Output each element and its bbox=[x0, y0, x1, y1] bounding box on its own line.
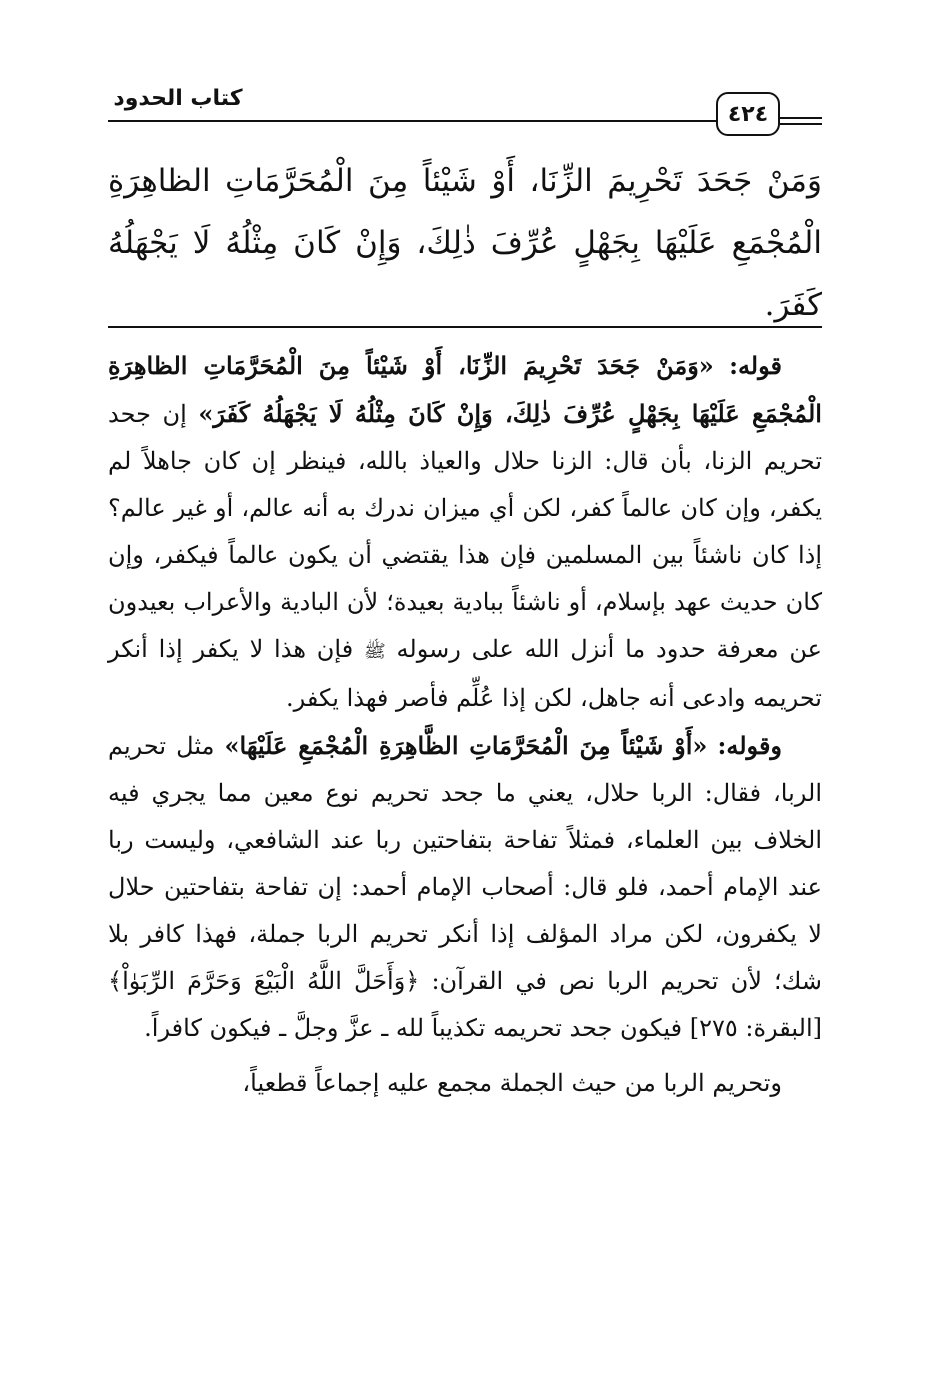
section-divider bbox=[108, 326, 822, 328]
paragraph-body: وتحريم الربا من حيث الجملة مجمع عليه إجماعاً قطعياً، bbox=[242, 1069, 782, 1097]
header-double-rule-top bbox=[780, 117, 822, 119]
paragraph-body: مثل تحريم الربا، فقال: الربا حلال، يعني ما جحد تحريم نوع معين مما يجري فيه الخلاف بين العلماء، فمثلاً تفاحة بتفاحتين ربا عند الشافعي، وليست ربا عند الإمام أحمد، فلو قال: أصحاب الإمام أحمد: إن تفاحة بتفاحتين حلال لا يكفرون، لكن مراد المؤلف إذا أنكر تحريم الربا جملة، فهذا كافر بلا شك؛ لأن تحريم الربا نص في القرآن: bbox=[108, 732, 822, 995]
paragraph-lead: وقوله: bbox=[717, 731, 782, 760]
matn-text: وَمَنْ جَحَدَ تَحْرِيمَ الزِّنَا، أَوْ شَيْئاً مِنَ الْمُحَرَّمَاتِ الظاهِرَةِ الْمُجْمَعِ عَلَيْهَا بِجَهْلٍ عُرِّفَ ذٰلِكَ، وَإِنْ كَانَ مِثْلُهُ لَا يَجْهَلُهُ كَفَرَ. bbox=[108, 163, 822, 323]
commentary-paragraph-2 bbox=[108, 722, 822, 1052]
page-header bbox=[0, 70, 952, 140]
commentary-paragraph-3 bbox=[108, 1060, 822, 1107]
verse-reference: [البقرة: ٢٧٥] bbox=[689, 1014, 822, 1042]
page-number: ٤٢٤ bbox=[716, 92, 780, 136]
matn-quote: «وَمَنْ جَحَدَ تَحْرِيمَ الزِّنَا، أَوْ شَيْئاً مِنَ الْمُحَرَّمَاتِ الظاهِرَةِ الْمُجْمَعِ عَلَيْهَا بِجَهْلٍ عُرِّفَ ذٰلِكَ، وَإِنْ كَانَ مِثْلُهُ لَا يَجْهَلُهُ كَفَرَ» bbox=[108, 351, 822, 428]
salla-symbol: ﷺ bbox=[363, 641, 386, 662]
header-double-rule-bottom bbox=[780, 123, 822, 125]
paragraph-body-continued: فيكون جحد تحريمه تكذيباً لله ـ عزَّ وجلَّ ـ فيكون كافراً. bbox=[144, 1014, 683, 1042]
commentary-paragraph-1 bbox=[108, 342, 822, 722]
matn-quote: «أَوْ شَيْئاً مِنَ الْمُحَرَّمَاتِ الظَّاهِرَةِ الْمُجْمَعِ عَلَيْهَا» bbox=[224, 731, 708, 760]
book-title: كتاب الحدود bbox=[113, 86, 243, 111]
commentary bbox=[108, 342, 822, 1107]
paragraph-body: إن جحد تحريم الزنا، بأن قال: الزنا حلال والعياذ بالله، فينظر إن كان جاهلاً لم يكفر، وإن كان عالماً كفر، لكن أي ميزان ندرك به أنه عالم، أو غير عالم؟ إذا كان ناشئاً بين المسلمين فإن هذا يقتضي أن يكون عالماً فيكفر، وإن كان حديث عهد بإسلام، أو ناشئاً ببادية بعيدة؛ لأن البادية والأعراب بعيدون عن معرفة حدود ما أنزل الله على رسوله bbox=[108, 400, 822, 663]
header-rule bbox=[108, 120, 716, 122]
quran-verse: ﴿وَأَحَلَّ اللَّهُ الْبَيْعَ وَحَرَّمَ الرِّبَوٰاْ﴾ bbox=[108, 967, 420, 995]
paragraph-body-continued: فإن هذا لا يكفر إذا أنكر تحريمه وادعى أنه جاهل، لكن إذا عُلِّم فأصر فهذا يكفر. bbox=[108, 635, 822, 712]
paragraph-lead: قوله: bbox=[729, 351, 782, 380]
